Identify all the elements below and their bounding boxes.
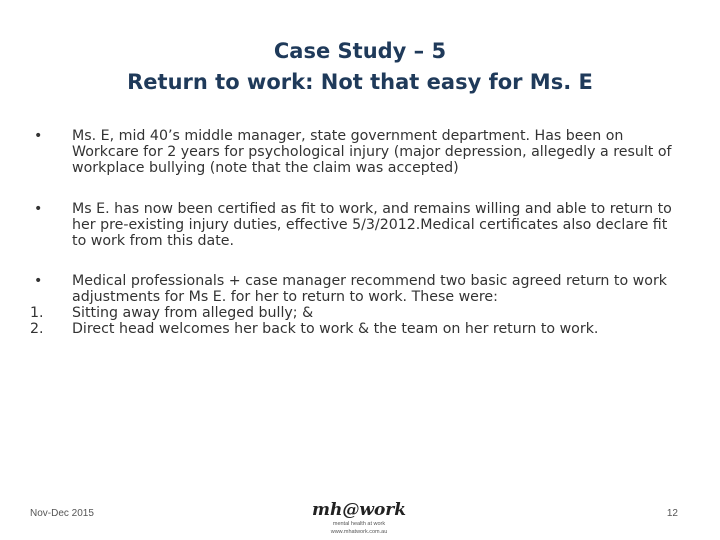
number-marker: 2. (30, 321, 44, 337)
title-line-1: Case Study – 5 (273, 39, 447, 63)
logo-wordmark: mh@work (311, 500, 407, 520)
bullet-text: Ms E. has now been certified as fit to work, and remains willing and able to return to her pre-existing injury duties, effective 5/3/2012.Medical certificates also declare fit to work from this date. (72, 201, 672, 249)
page-number: 12 (666, 508, 678, 519)
bullet-text: Medical professionals + case manager recommend two basic agreed return to work adjustments for Ms E. for her to return to work. These were: (72, 273, 668, 305)
slide-body (30, 128, 684, 337)
bullet-item (30, 128, 684, 176)
logo-url: www.mhatwork.com.au (330, 529, 388, 535)
mhatwork-logo (304, 496, 414, 536)
bullet-marker: • (34, 273, 43, 289)
logo-tagline: mental health at work (332, 521, 386, 527)
numbered-item (30, 305, 684, 321)
number-marker: 1. (30, 305, 44, 321)
numbered-text: Sitting away from alleged bully; & (72, 305, 314, 321)
slide-title (0, 36, 720, 98)
bullet-marker: • (34, 201, 43, 217)
bullet-text: Ms. E, mid 40’s middle manager, state government department. Has been on Workcare for 2 years for psychological injury (major depression, allegedly a result of workplace bullying (note that the claim was accepted) (72, 128, 672, 176)
numbered-text: Direct head welcomes her back to work & the team on her return to work. (72, 321, 599, 337)
bullet-marker: • (34, 128, 43, 144)
bullet-item (30, 273, 684, 305)
footer-date: Nov-Dec 2015 (30, 508, 94, 519)
numbered-item (30, 321, 684, 337)
title-line-2: Return to work: Not that easy for Ms. E (127, 70, 593, 94)
bullet-item (30, 201, 684, 249)
